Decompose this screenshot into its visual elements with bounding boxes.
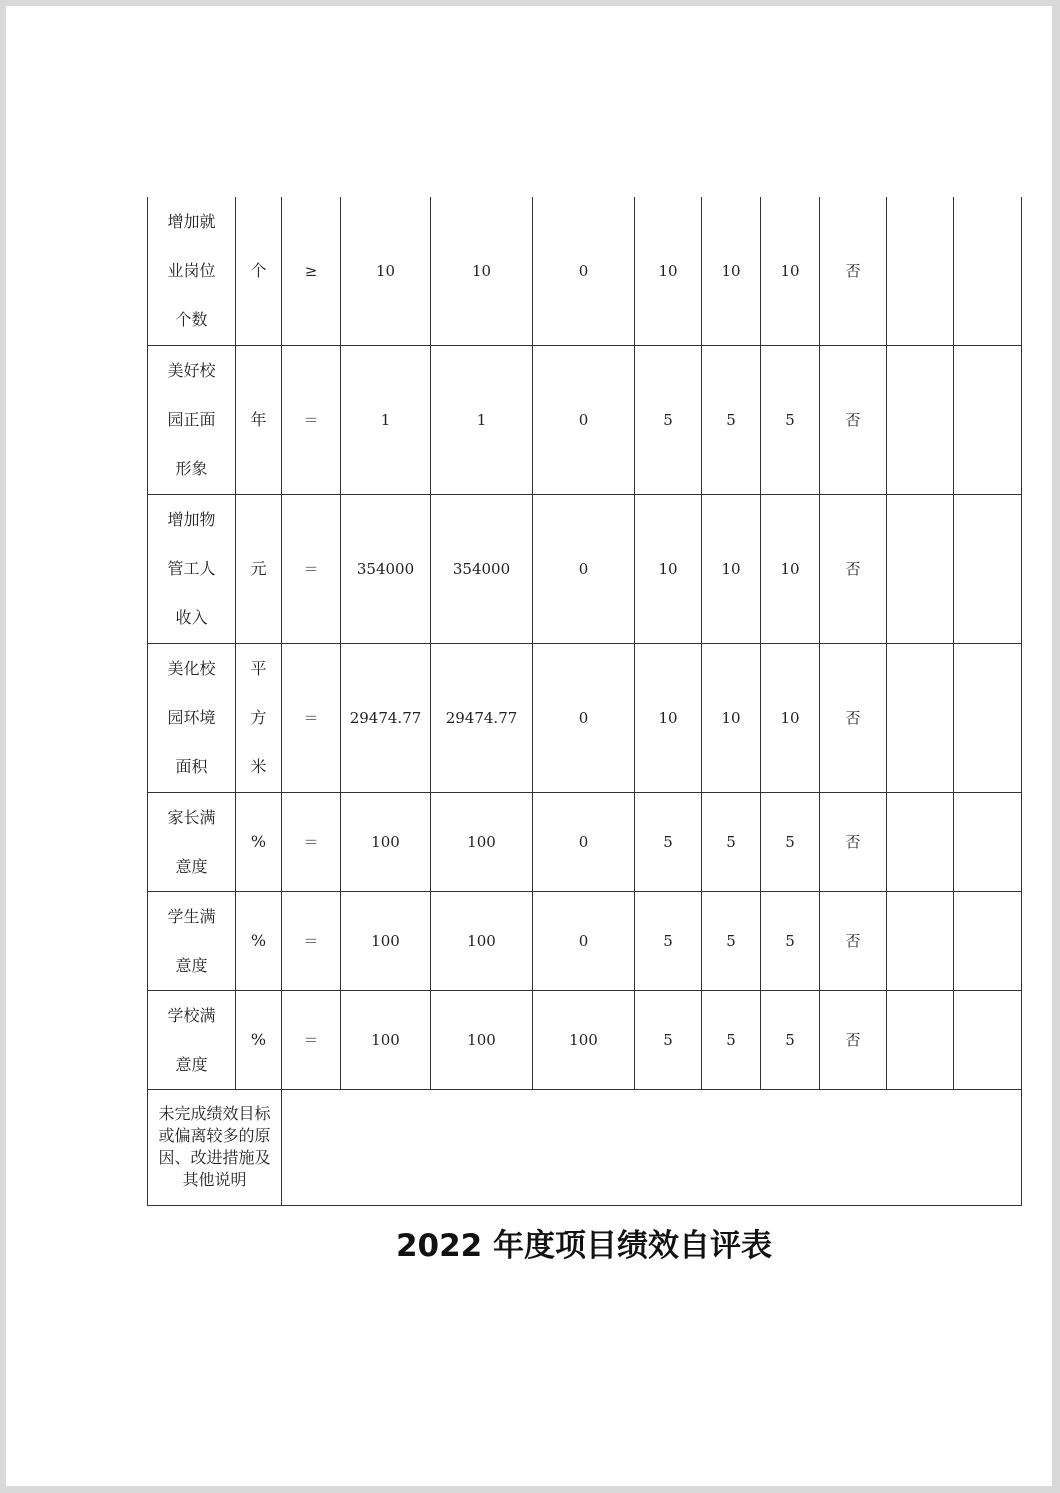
cell-c8 [887, 345, 954, 494]
cell-c3: 0 [533, 792, 635, 891]
cell-target: 100 [341, 891, 431, 990]
table-row [148, 792, 1022, 891]
table-row [148, 643, 1022, 792]
unit-line: 方 [250, 708, 267, 727]
cell-c9 [954, 990, 1022, 1089]
unit-cell [236, 643, 282, 792]
cell-flag: 否 [820, 345, 887, 494]
indicator-name [148, 792, 236, 891]
cell-c9 [954, 792, 1022, 891]
indicator-name-line: 美化校 [167, 659, 216, 678]
page-title: 2022 年度项目绩效自评表 [395, 1228, 773, 1264]
indicator-name-line: 业岗位 [167, 261, 216, 281]
cell-op: ＝ [282, 891, 341, 990]
unit-line: % [250, 931, 267, 950]
indicator-name-line: 增加就 [167, 212, 216, 232]
indicator-name [148, 197, 236, 345]
indicator-name-line: 意度 [175, 1054, 208, 1074]
indicator-name-line: 增加物 [167, 510, 216, 529]
cell-c8 [887, 643, 954, 792]
cell-c6: 10 [761, 197, 820, 345]
indicator-name-line: 意度 [175, 856, 208, 876]
cell-op: ＝ [282, 990, 341, 1089]
unit-cell [236, 345, 282, 494]
cell-flag: 否 [820, 494, 887, 643]
cell-flag: 否 [820, 197, 887, 345]
cell-op: ≥ [282, 197, 341, 345]
cell-c5: 10 [702, 197, 761, 345]
unit-line: 元 [250, 559, 267, 578]
performance-table [147, 197, 1022, 1206]
cell-c5: 5 [702, 891, 761, 990]
cell-op: ＝ [282, 792, 341, 891]
indicator-name [148, 643, 236, 792]
cell-c6: 5 [761, 891, 820, 990]
cell-c9 [954, 345, 1022, 494]
cell-c4: 5 [635, 990, 702, 1089]
cell-c9 [954, 494, 1022, 643]
cell-c8 [887, 990, 954, 1089]
cell-c6: 5 [761, 990, 820, 1089]
indicator-name [148, 891, 236, 990]
remark-value [282, 1089, 1022, 1205]
cell-c4: 5 [635, 891, 702, 990]
cell-c5: 5 [702, 990, 761, 1089]
cell-flag: 否 [820, 891, 887, 990]
cell-target: 1 [341, 345, 431, 494]
table-row [148, 990, 1022, 1089]
table-row [148, 197, 1022, 345]
cell-c4: 5 [635, 792, 702, 891]
cell-op: ＝ [282, 345, 341, 494]
indicator-name-line: 学生满 [167, 906, 216, 926]
unit-line: % [250, 1030, 267, 1049]
cell-c3: 100 [533, 990, 635, 1089]
cell-c5: 5 [702, 345, 761, 494]
indicator-name [148, 494, 236, 643]
indicator-name-line: 学校满 [167, 1005, 216, 1025]
indicator-name-line: 园正面 [167, 410, 216, 429]
cell-c8 [887, 494, 954, 643]
indicator-name-line: 形象 [175, 459, 208, 478]
table-row [148, 891, 1022, 990]
table-row [148, 494, 1022, 643]
unit-line: 米 [250, 757, 267, 776]
unit-line: 平 [250, 659, 267, 678]
cell-target: 10 [341, 197, 431, 345]
indicator-name-line: 收入 [175, 608, 208, 627]
cell-op: ＝ [282, 643, 341, 792]
cell-c4: 10 [635, 197, 702, 345]
unit-cell [236, 891, 282, 990]
indicator-name [148, 990, 236, 1089]
indicator-name-line: 面积 [175, 757, 208, 776]
cell-flag: 否 [820, 990, 887, 1089]
cell-c3: 0 [533, 643, 635, 792]
indicator-name-line: 园环境 [167, 708, 216, 727]
cell-target: 29474.77 [341, 643, 431, 792]
unit-cell [236, 494, 282, 643]
remark-row [148, 1089, 1022, 1205]
cell-actual: 1 [431, 345, 533, 494]
unit-cell [236, 990, 282, 1089]
cell-c4: 10 [635, 643, 702, 792]
cell-flag: 否 [820, 792, 887, 891]
remark-label: 未完成绩效目标或偏离较多的原因、改进措施及其他说明 [148, 1089, 282, 1205]
cell-c3: 0 [533, 197, 635, 345]
cell-c6: 5 [761, 345, 820, 494]
cell-op: ＝ [282, 494, 341, 643]
cell-c5: 10 [702, 643, 761, 792]
cell-actual: 100 [431, 990, 533, 1089]
cell-c5: 10 [702, 494, 761, 643]
cell-target: 100 [341, 990, 431, 1089]
cell-c9 [954, 643, 1022, 792]
cell-flag: 否 [820, 643, 887, 792]
cell-c9 [954, 197, 1022, 345]
cell-c5: 5 [702, 792, 761, 891]
cell-c9 [954, 891, 1022, 990]
cell-c3: 0 [533, 345, 635, 494]
unit-line: 年 [250, 410, 267, 429]
indicator-name-line: 美好校 [167, 361, 216, 380]
cell-c8 [887, 891, 954, 990]
cell-c4: 10 [635, 494, 702, 643]
cell-target: 354000 [341, 494, 431, 643]
cell-c6: 10 [761, 643, 820, 792]
indicator-name-line: 意度 [175, 955, 208, 975]
cell-actual: 354000 [431, 494, 533, 643]
cell-c6: 5 [761, 792, 820, 891]
unit-cell [236, 197, 282, 345]
unit-cell [236, 792, 282, 891]
unit-line: % [250, 832, 267, 851]
unit-line: 个 [250, 261, 267, 281]
indicator-name-line: 个数 [175, 310, 208, 330]
indicator-name-line: 家长满 [167, 807, 216, 827]
indicator-name [148, 345, 236, 494]
cell-actual: 100 [431, 891, 533, 990]
cell-actual: 10 [431, 197, 533, 345]
document-page [6, 6, 1052, 1486]
cell-c8 [887, 197, 954, 345]
cell-c6: 10 [761, 494, 820, 643]
cell-c3: 0 [533, 891, 635, 990]
cell-c8 [887, 792, 954, 891]
table-row [148, 345, 1022, 494]
cell-actual: 100 [431, 792, 533, 891]
cell-c3: 0 [533, 494, 635, 643]
indicator-name-line: 管工人 [167, 559, 216, 578]
cell-c4: 5 [635, 345, 702, 494]
cell-target: 100 [341, 792, 431, 891]
cell-actual: 29474.77 [431, 643, 533, 792]
